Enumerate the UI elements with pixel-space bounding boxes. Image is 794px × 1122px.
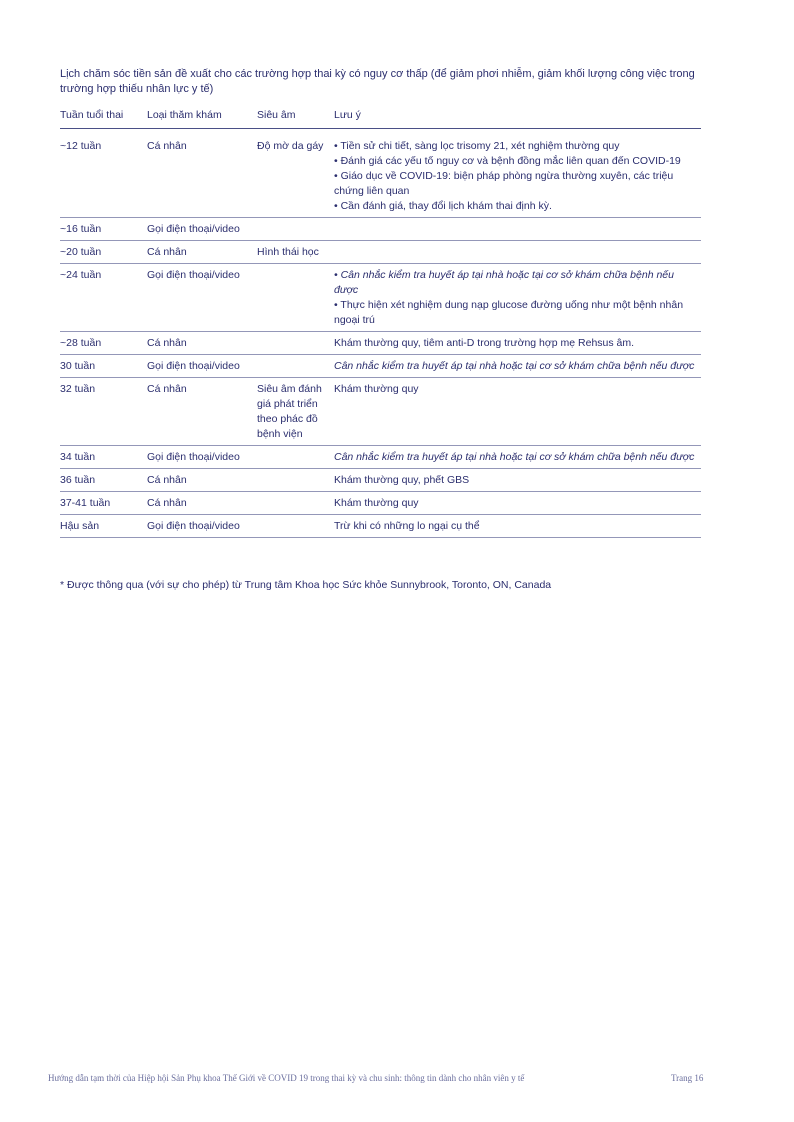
cell-ultrasound: Siêu âm đánh giá phát triển theo phác đồ bệnh viện	[257, 378, 334, 446]
header-visit-type: Loại thăm khám	[147, 106, 257, 129]
cell-notes: Khám thường quy	[334, 492, 701, 515]
cell-ultrasound	[257, 218, 334, 241]
cell-ultrasound	[257, 264, 334, 332]
table-row	[60, 129, 701, 218]
cell-ultrasound	[257, 469, 334, 492]
cell-week: 34 tuần	[60, 446, 147, 469]
prenatal-schedule-table	[60, 106, 701, 538]
table-row	[60, 469, 701, 492]
header-notes: Lưu ý	[334, 106, 701, 129]
cell-visit-type: Cá nhân	[147, 469, 257, 492]
cell-ultrasound	[257, 355, 334, 378]
cell-ultrasound: Độ mờ da gáy	[257, 129, 334, 218]
table-row	[60, 378, 701, 446]
cell-visit-type: Cá nhân	[147, 378, 257, 446]
cell-visit-type: Gọi điện thoại/video	[147, 218, 257, 241]
source-footnote: * Được thông qua (với sự cho phép) từ Trung tâm Khoa học Sức khỏe Sunnybrook, Toronto, ON, Canada	[60, 579, 552, 591]
cell-visit-type: Gọi điện thoại/video	[147, 355, 257, 378]
cell-week: ~28 tuần	[60, 332, 147, 355]
note-item: • Thực hiện xét nghiệm dung nạp glucose đường uống như một bệnh nhân ngoại trú	[334, 299, 684, 326]
cell-ultrasound	[257, 446, 334, 469]
table-caption: Lịch chăm sóc tiền sản đề xuất cho các trường hợp thai kỳ có nguy cơ thấp (để giảm phơi nhiễm, giảm khối lượng công việc trong trường hợp thiếu nhân lực y tế)	[60, 68, 695, 95]
header-gestational-week: Tuần tuổi thai	[60, 106, 147, 129]
table-row	[60, 446, 701, 469]
cell-visit-type: Cá nhân	[147, 129, 257, 218]
cell-ultrasound	[257, 515, 334, 538]
note-item: • Cân nhắc kiểm tra huyết áp tại nhà hoặc tại cơ sở khám chữa bệnh nếu được	[334, 269, 674, 296]
table-row	[60, 241, 701, 264]
cell-notes: Khám thường quy, phết GBS	[334, 469, 701, 492]
cell-week: 30 tuần	[60, 355, 147, 378]
note-item: • Giáo dục về COVID-19: biện pháp phòng ngừa thường xuyên, các triệu chứng liên quan	[334, 170, 674, 197]
note-item: • Cần đánh giá, thay đổi lịch khám thai định kỳ.	[334, 200, 552, 212]
cell-notes: Khám thường quy	[334, 378, 701, 446]
cell-visit-type: Cá nhân	[147, 332, 257, 355]
table-row	[60, 492, 701, 515]
cell-visit-type: Gọi điện thoại/video	[147, 515, 257, 538]
page-footer-text: Hướng dẫn tạm thời của Hiệp hội Sản Phụ khoa Thế Giới về COVID 19 trong thai kỳ và chu sinh: thông tin dành cho nhân viên y tế	[48, 1073, 525, 1083]
cell-notes	[334, 241, 701, 264]
cell-week: 32 tuần	[60, 378, 147, 446]
table-header-row	[60, 106, 701, 129]
cell-week: 36 tuần	[60, 469, 147, 492]
cell-notes	[334, 129, 701, 218]
cell-week: Hậu sản	[60, 515, 147, 538]
table-row	[60, 332, 701, 355]
table-row	[60, 515, 701, 538]
cell-week: ~16 tuần	[60, 218, 147, 241]
cell-notes	[334, 264, 701, 332]
cell-ultrasound: Hình thái học	[257, 241, 334, 264]
cell-notes: Cân nhắc kiểm tra huyết áp tại nhà hoặc tại cơ sở khám chữa bệnh nếu được	[334, 446, 701, 469]
header-ultrasound: Siêu âm	[257, 106, 334, 129]
note-item: • Đánh giá các yếu tố nguy cơ và bệnh đồng mắc liên quan đến COVID-19	[334, 155, 681, 167]
cell-notes: Khám thường quy, tiêm anti-D trong trường hợp mẹ Rehsus âm.	[334, 332, 701, 355]
table-row	[60, 264, 701, 332]
cell-notes: Trừ khi có những lo ngại cụ thể	[334, 515, 701, 538]
cell-notes	[334, 218, 701, 241]
table-row	[60, 355, 701, 378]
cell-visit-type: Cá nhân	[147, 241, 257, 264]
cell-ultrasound	[257, 492, 334, 515]
table-row	[60, 218, 701, 241]
cell-week: 37-41 tuần	[60, 492, 147, 515]
page-number: Trang 16	[671, 1073, 704, 1083]
cell-week: ~20 tuần	[60, 241, 147, 264]
cell-ultrasound	[257, 332, 334, 355]
cell-week: ~12 tuần	[60, 129, 147, 218]
cell-visit-type: Gọi điện thoại/video	[147, 264, 257, 332]
cell-notes: Cân nhắc kiểm tra huyết áp tại nhà hoặc tại cơ sở khám chữa bệnh nếu được	[334, 355, 701, 378]
cell-visit-type: Cá nhân	[147, 492, 257, 515]
note-item: • Tiền sử chi tiết, sàng lọc trisomy 21, xét nghiệm thường quy	[334, 140, 620, 152]
cell-week: ~24 tuần	[60, 264, 147, 332]
cell-visit-type: Gọi điện thoại/video	[147, 446, 257, 469]
